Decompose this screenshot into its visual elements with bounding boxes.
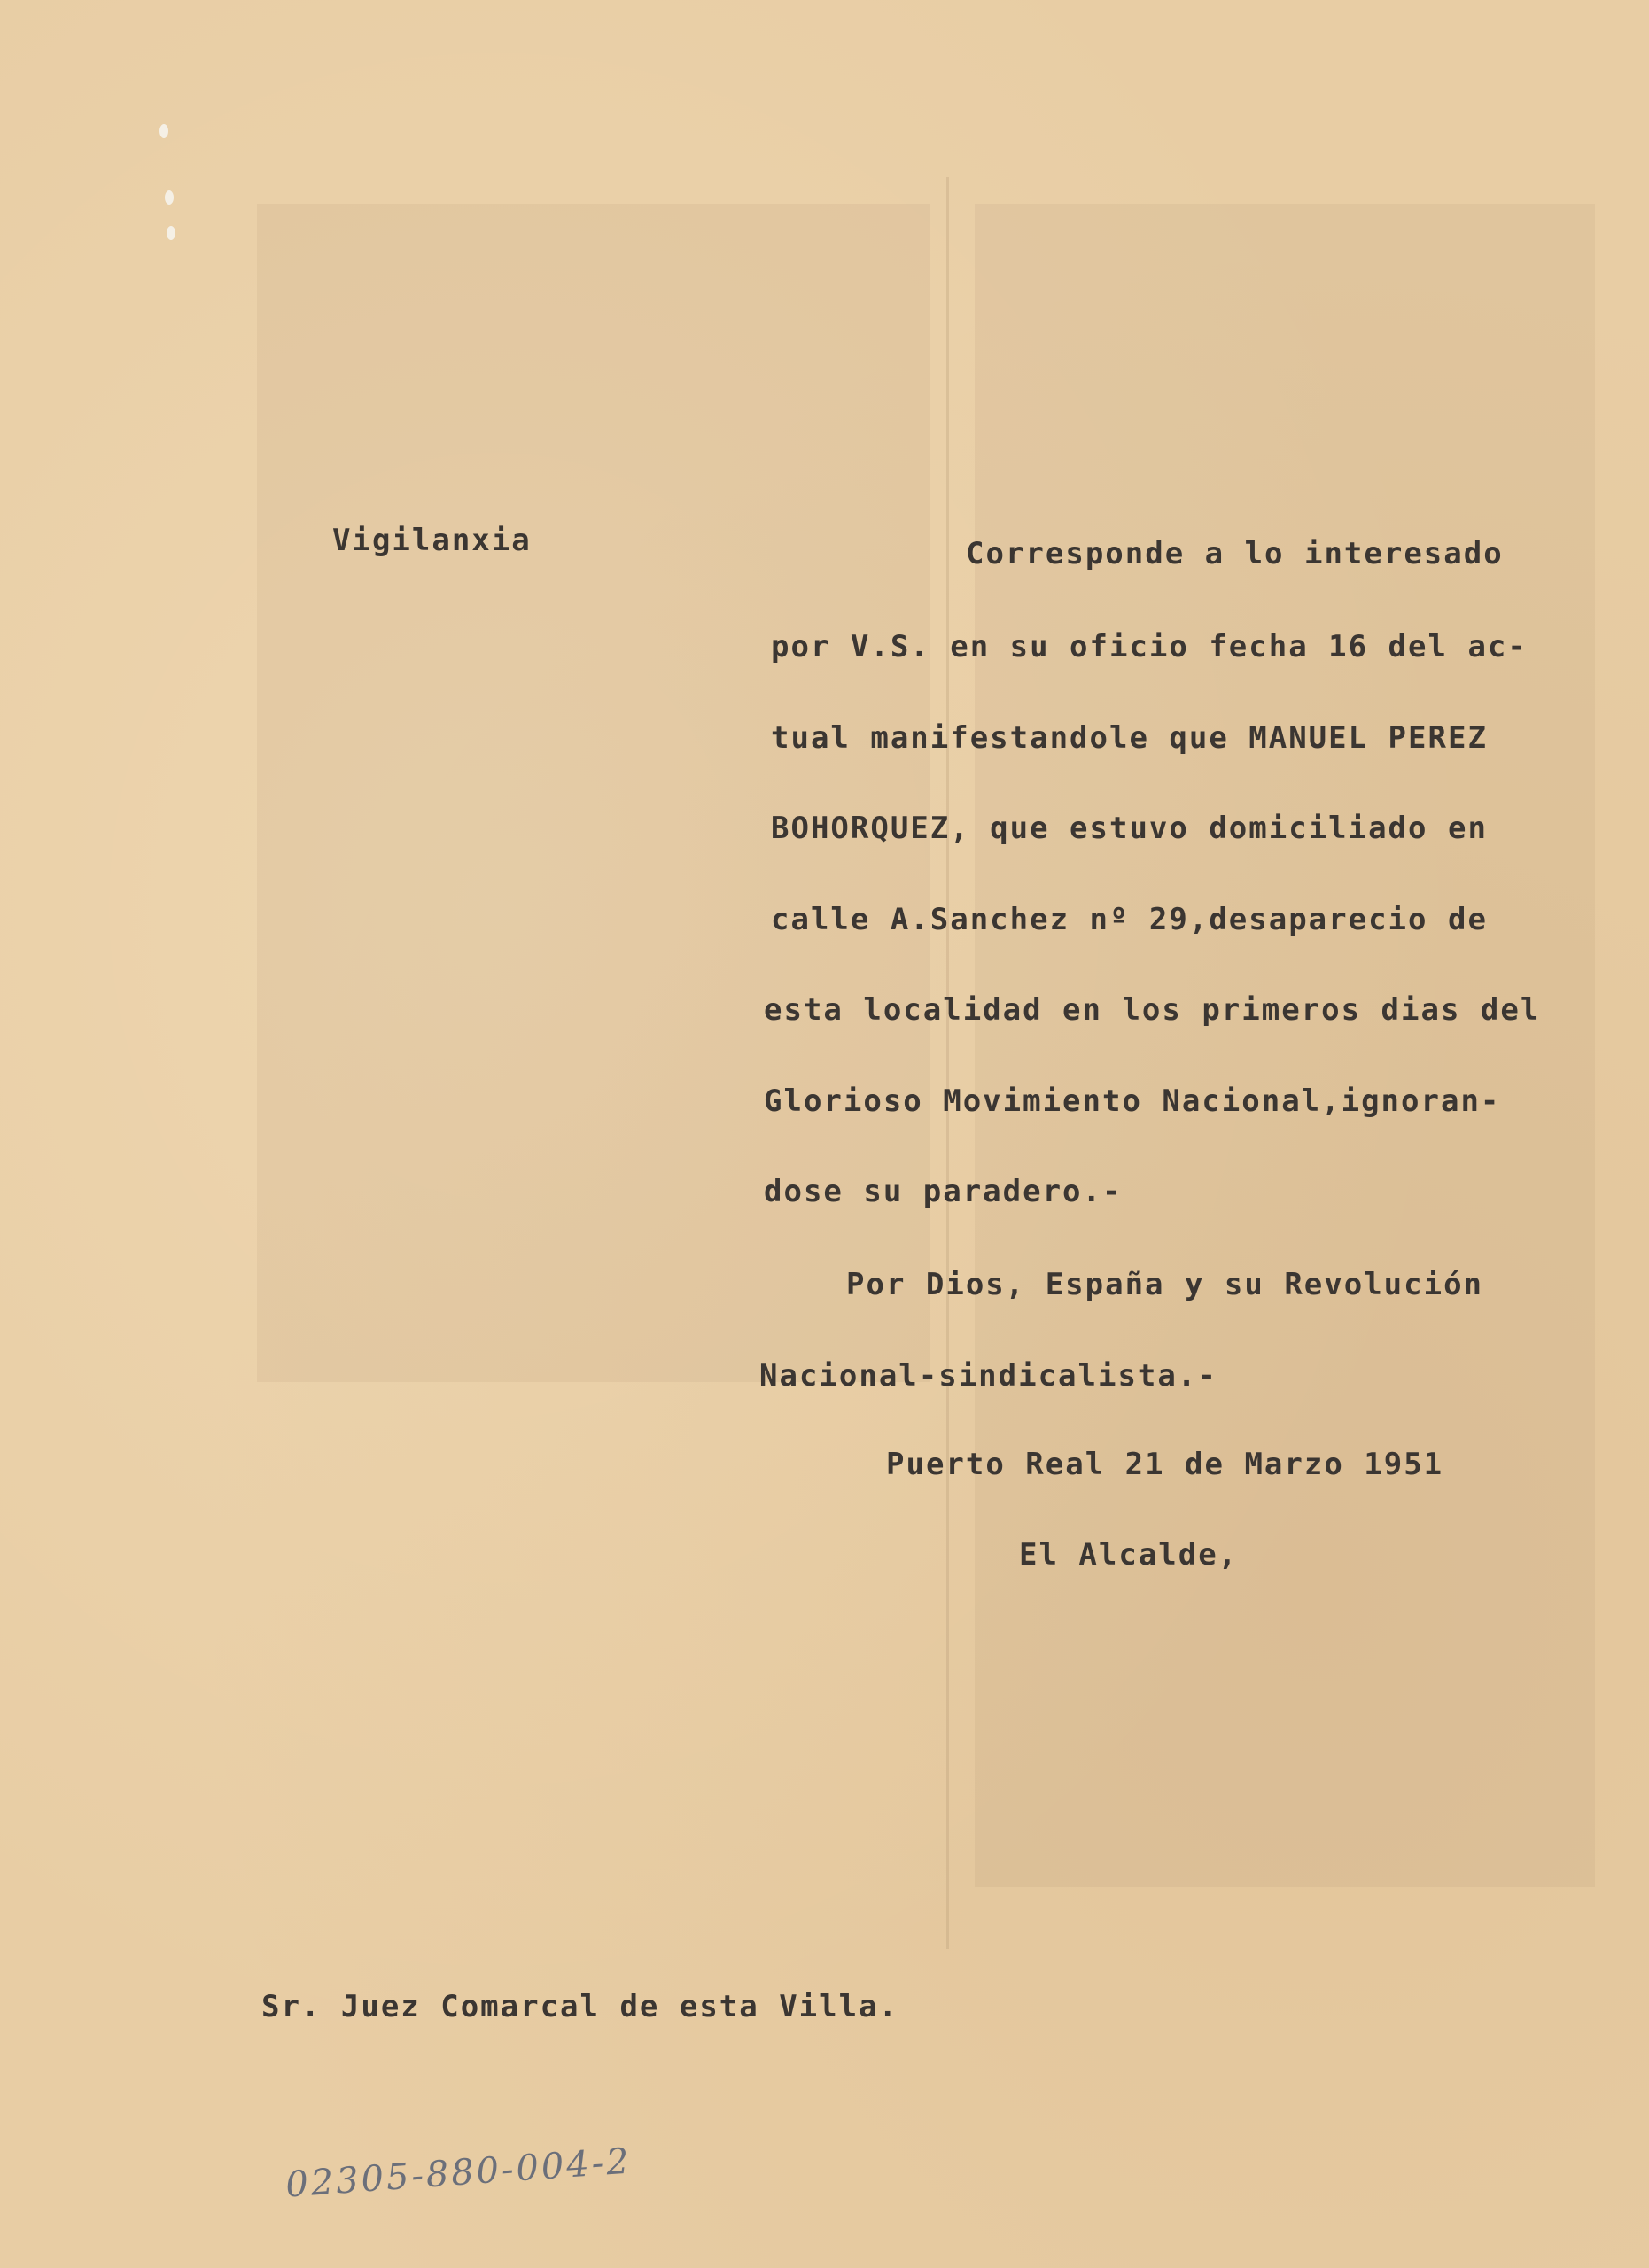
body-line: Glorioso Movimiento Nacional,ignoran- [764, 1084, 1501, 1119]
body-line: dose su paradero.- [764, 1174, 1123, 1209]
punch-hole [159, 124, 168, 138]
body-line: BOHORQUEZ, que estuvo domiciliado en [771, 811, 1488, 846]
place-date: Puerto Real 21 de Marzo 1951 [886, 1447, 1444, 1482]
archive-code: 02305-880-004-2 [284, 2140, 634, 2206]
reference-heading: Vigilanxia [332, 523, 532, 558]
closing-line: Por Dios, España y su Revolución [846, 1267, 1484, 1302]
body-line: calle A.Sanchez nº 29,desaparecio de [771, 902, 1488, 937]
body-line: Corresponde a lo interesado [966, 536, 1504, 571]
body-line: por V.S. en su oficio fecha 16 del ac- [771, 629, 1528, 664]
punch-hole [165, 190, 174, 205]
signature-title: El Alcalde, [1019, 1537, 1239, 1573]
closing-line: Nacional-sindicalista.- [759, 1358, 1217, 1394]
punch-hole [167, 226, 175, 240]
body-line: esta localidad en los primeros dias del [764, 992, 1541, 1028]
bleed-through-right [975, 204, 1595, 1887]
body-line: tual manifestandole que MANUEL PEREZ [771, 720, 1488, 756]
recipient: Sr. Juez Comarcal de esta Villa. [261, 1989, 899, 2024]
fold-crease [946, 177, 949, 1949]
